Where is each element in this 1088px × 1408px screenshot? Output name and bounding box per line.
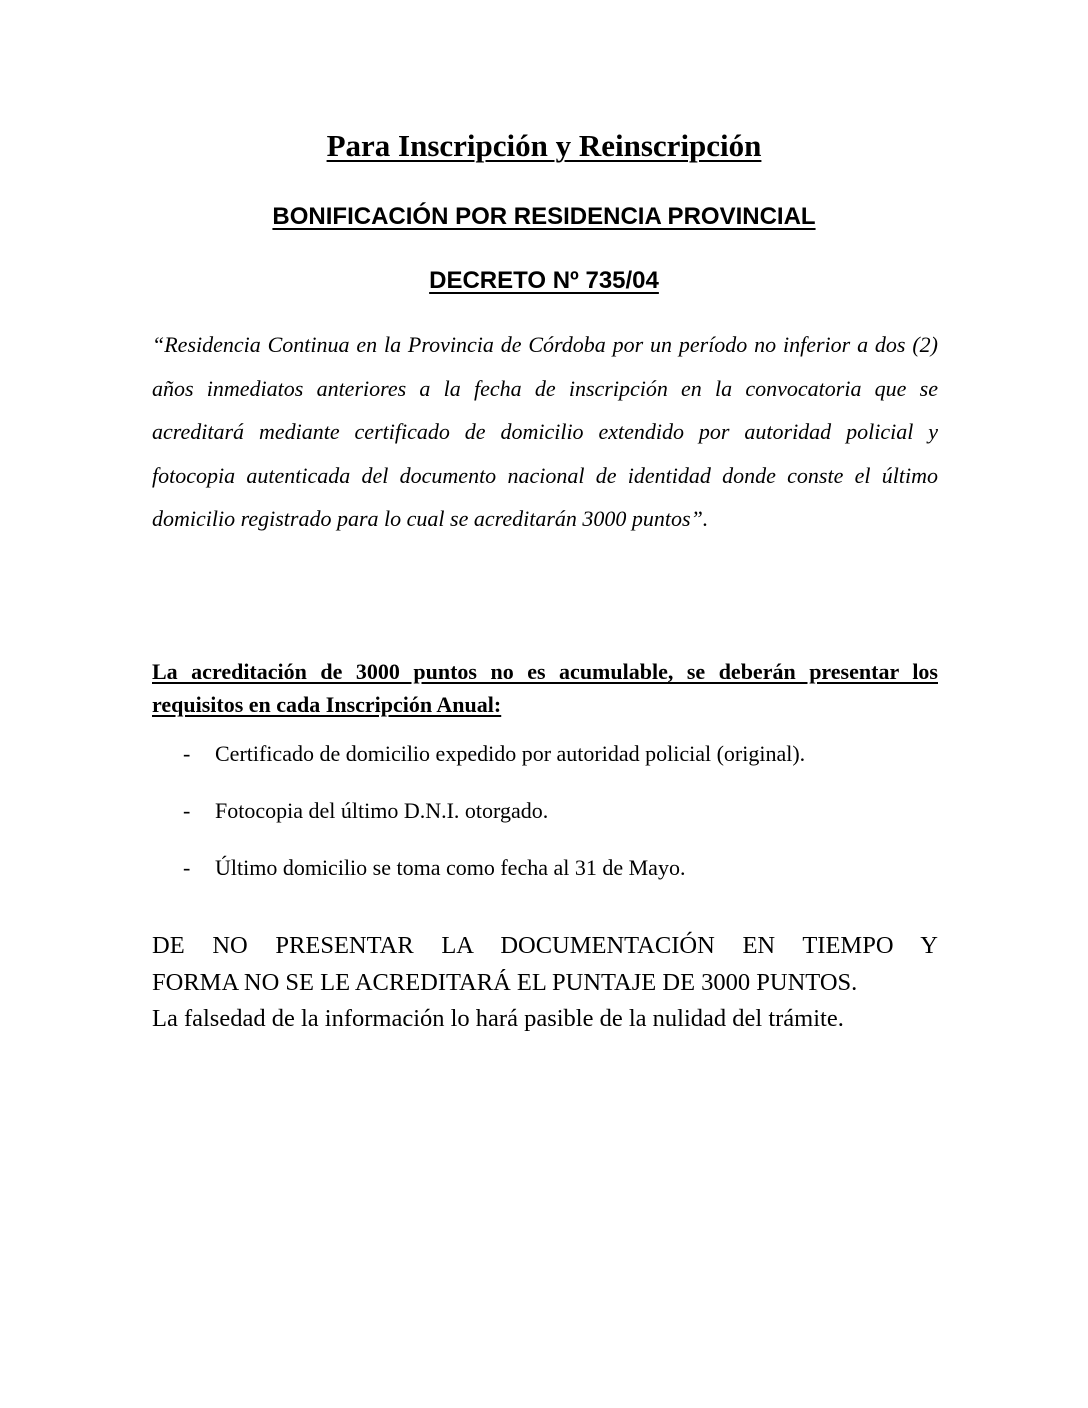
list-item xyxy=(152,851,938,908)
requirements-list xyxy=(152,737,938,908)
warning-paragraph xyxy=(152,928,938,1038)
list-item xyxy=(152,737,938,794)
page-title: Para Inscripción y Reinscripción xyxy=(326,128,762,163)
decree-quote: “Residencia Continua en la Provincia de Córdoba por un período no inferior a dos (2) años inmediatos anteriores a la fecha de inscripción en la convocatoria que se acreditará mediante certificado de domicilio extendido por autoridad policial y fotocopia autenticada del documento nacional de identidad donde conste el último domicilio registrado para lo cual se acreditarán 3000 puntos”. xyxy=(152,332,938,531)
warning-line-3: La falsedad de la información lo hará pasible de la nulidad del trámite. xyxy=(152,1005,844,1032)
warning-line-2: FORMA NO SE LE ACREDITARÁ EL PUNTAJE DE 3000 PUNTOS. xyxy=(152,968,858,996)
list-item-text: Fotocopia del último D.N.I. otorgado. xyxy=(215,798,549,823)
list-bullet: - xyxy=(183,798,191,823)
list-bullet: - xyxy=(183,855,191,880)
list-bullet: - xyxy=(183,741,191,766)
decree-heading: DECRETO Nº 735/04 xyxy=(429,267,659,294)
warning-line-1: DE NO PRESENTAR LA DOCUMENTACIÓN EN TIEMPO Y xyxy=(152,932,938,959)
section-heading: BONIFICACIÓN POR RESIDENCIA PROVINCIAL xyxy=(272,203,816,230)
list-item xyxy=(152,794,938,851)
list-item-text: Último domicilio se toma como fecha al 31 de Mayo. xyxy=(215,855,686,880)
list-item-text: Certificado de domicilio expedido por autoridad policial (original). xyxy=(215,741,806,766)
requirements-notice: La acreditación de 3000 puntos no es acumulable, se deberán presentar los requisitos en cada Inscripción Anual: xyxy=(152,659,938,717)
